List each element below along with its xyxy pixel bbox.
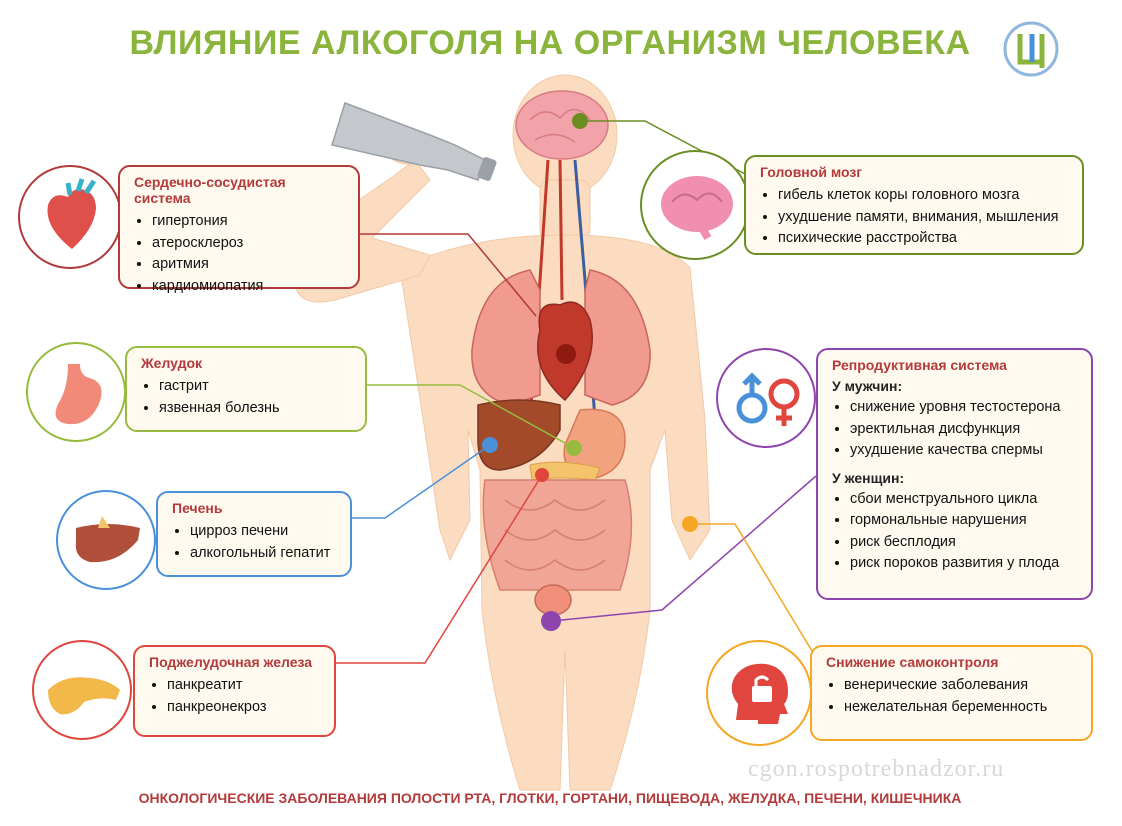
heart-icon-circle [18,165,122,269]
brain-box [744,155,1084,255]
brain-organ [516,91,608,159]
stomach-icon-circle [26,342,126,442]
selfcontrol-list [826,675,1079,718]
liver-title: Печень [172,500,223,516]
liver-list [172,521,338,564]
list-item: • гастрит [159,376,353,398]
list-item: • венерические заболевания [844,675,1079,697]
stomach-icon [28,344,128,444]
pancreas-dot [535,468,549,482]
brain-dot [572,113,588,129]
reproductive-title: Репродуктивная система [832,357,1007,373]
list-item: • ухудшение качества спермы [850,440,1079,462]
brain-icon [642,152,752,262]
selfcontrol-title: Снижение самоконтроля [826,654,999,670]
selfcontrol-dot [682,516,698,532]
pancreas-list [149,675,322,718]
list-item: • гормональные нарушения [850,510,1079,532]
pancreas-icon-circle [32,640,132,740]
liver-icon [58,492,158,592]
women-list [832,489,1079,575]
stomach-list [141,376,353,419]
selfcontrol-icon-circle [706,640,812,746]
liver-dot [482,437,498,453]
pancreas-title: Поджелудочная железа [149,654,313,670]
men-label: У мужчин: [832,378,903,394]
bladder-organ [535,585,571,615]
list-item: • аритмия [152,254,346,276]
gender-symbols-icon [718,350,818,450]
reproductive-dot [541,611,561,631]
list-item: • сбои менструального цикла [850,489,1079,511]
list-item: • алкогольный гепатит [190,543,338,565]
pancreas-box [133,645,336,737]
brain-icon-circle [640,150,750,260]
list-item: • панкреонекроз [167,697,322,719]
heart-icon [20,167,124,271]
footer-note: ОНКОЛОГИЧЕСКИЕ ЗАБОЛЕВАНИЯ ПОЛОСТИ РТА, ГЛОТКИ, ГОРТАНИ, ПИЩЕВОДА, ЖЕЛУДКА, ПЕЧЕНИ, КИШЕЧНИКА [138,790,962,806]
list-item: • риск пороков развития у плода [850,553,1079,575]
list-item: • язвенная болезнь [159,398,353,420]
men-list [832,397,1079,462]
reproductive-box [816,348,1093,600]
list-item: • нежелательная беременность [844,697,1079,719]
heart-title: Сердечно-сосудистая система [134,174,286,206]
reproductive-icon-circle [716,348,816,448]
stomach-dot [566,440,582,456]
heart-dot [558,346,574,362]
list-item: • панкреатит [167,675,322,697]
head-lock-icon [708,642,814,748]
list-item: • гибель клеток коры головного мозга [778,185,1070,207]
list-item: • цирроз печени [190,521,338,543]
liver-icon-circle [56,490,156,590]
page-title: ВЛИЯНИЕ АЛКОГОЛЯ НА ОРГАНИЗМ ЧЕЛОВЕКА [129,24,971,62]
pancreas-icon [34,642,134,742]
brain-list [760,185,1070,250]
list-item: • атеросклероз [152,233,346,255]
liver-box [156,491,352,577]
heart-box [118,165,360,294]
list-item: • гипертония [152,211,346,233]
brain-title: Головной мозг [760,164,863,180]
list-item: • снижение уровня тестостерона [850,397,1079,419]
selfcontrol-box [810,645,1093,741]
heart-list [134,211,346,297]
list-item: • риск бесплодия [850,532,1079,554]
list-item: • психические расстройства [778,228,1070,250]
list-item: • кардиомиопатия [152,276,346,298]
selfcontrol-connector [690,524,812,651]
stomach-box [125,346,367,432]
stomach-title: Желудок [141,355,203,371]
watermark: cgon.rospotrebnadzor.ru [748,756,1005,782]
list-item: • ухудшение памяти, внимания, мышления [778,207,1070,229]
women-label: У женщин: [832,469,905,486]
list-item: • эректильная дисфункция [850,419,1079,441]
